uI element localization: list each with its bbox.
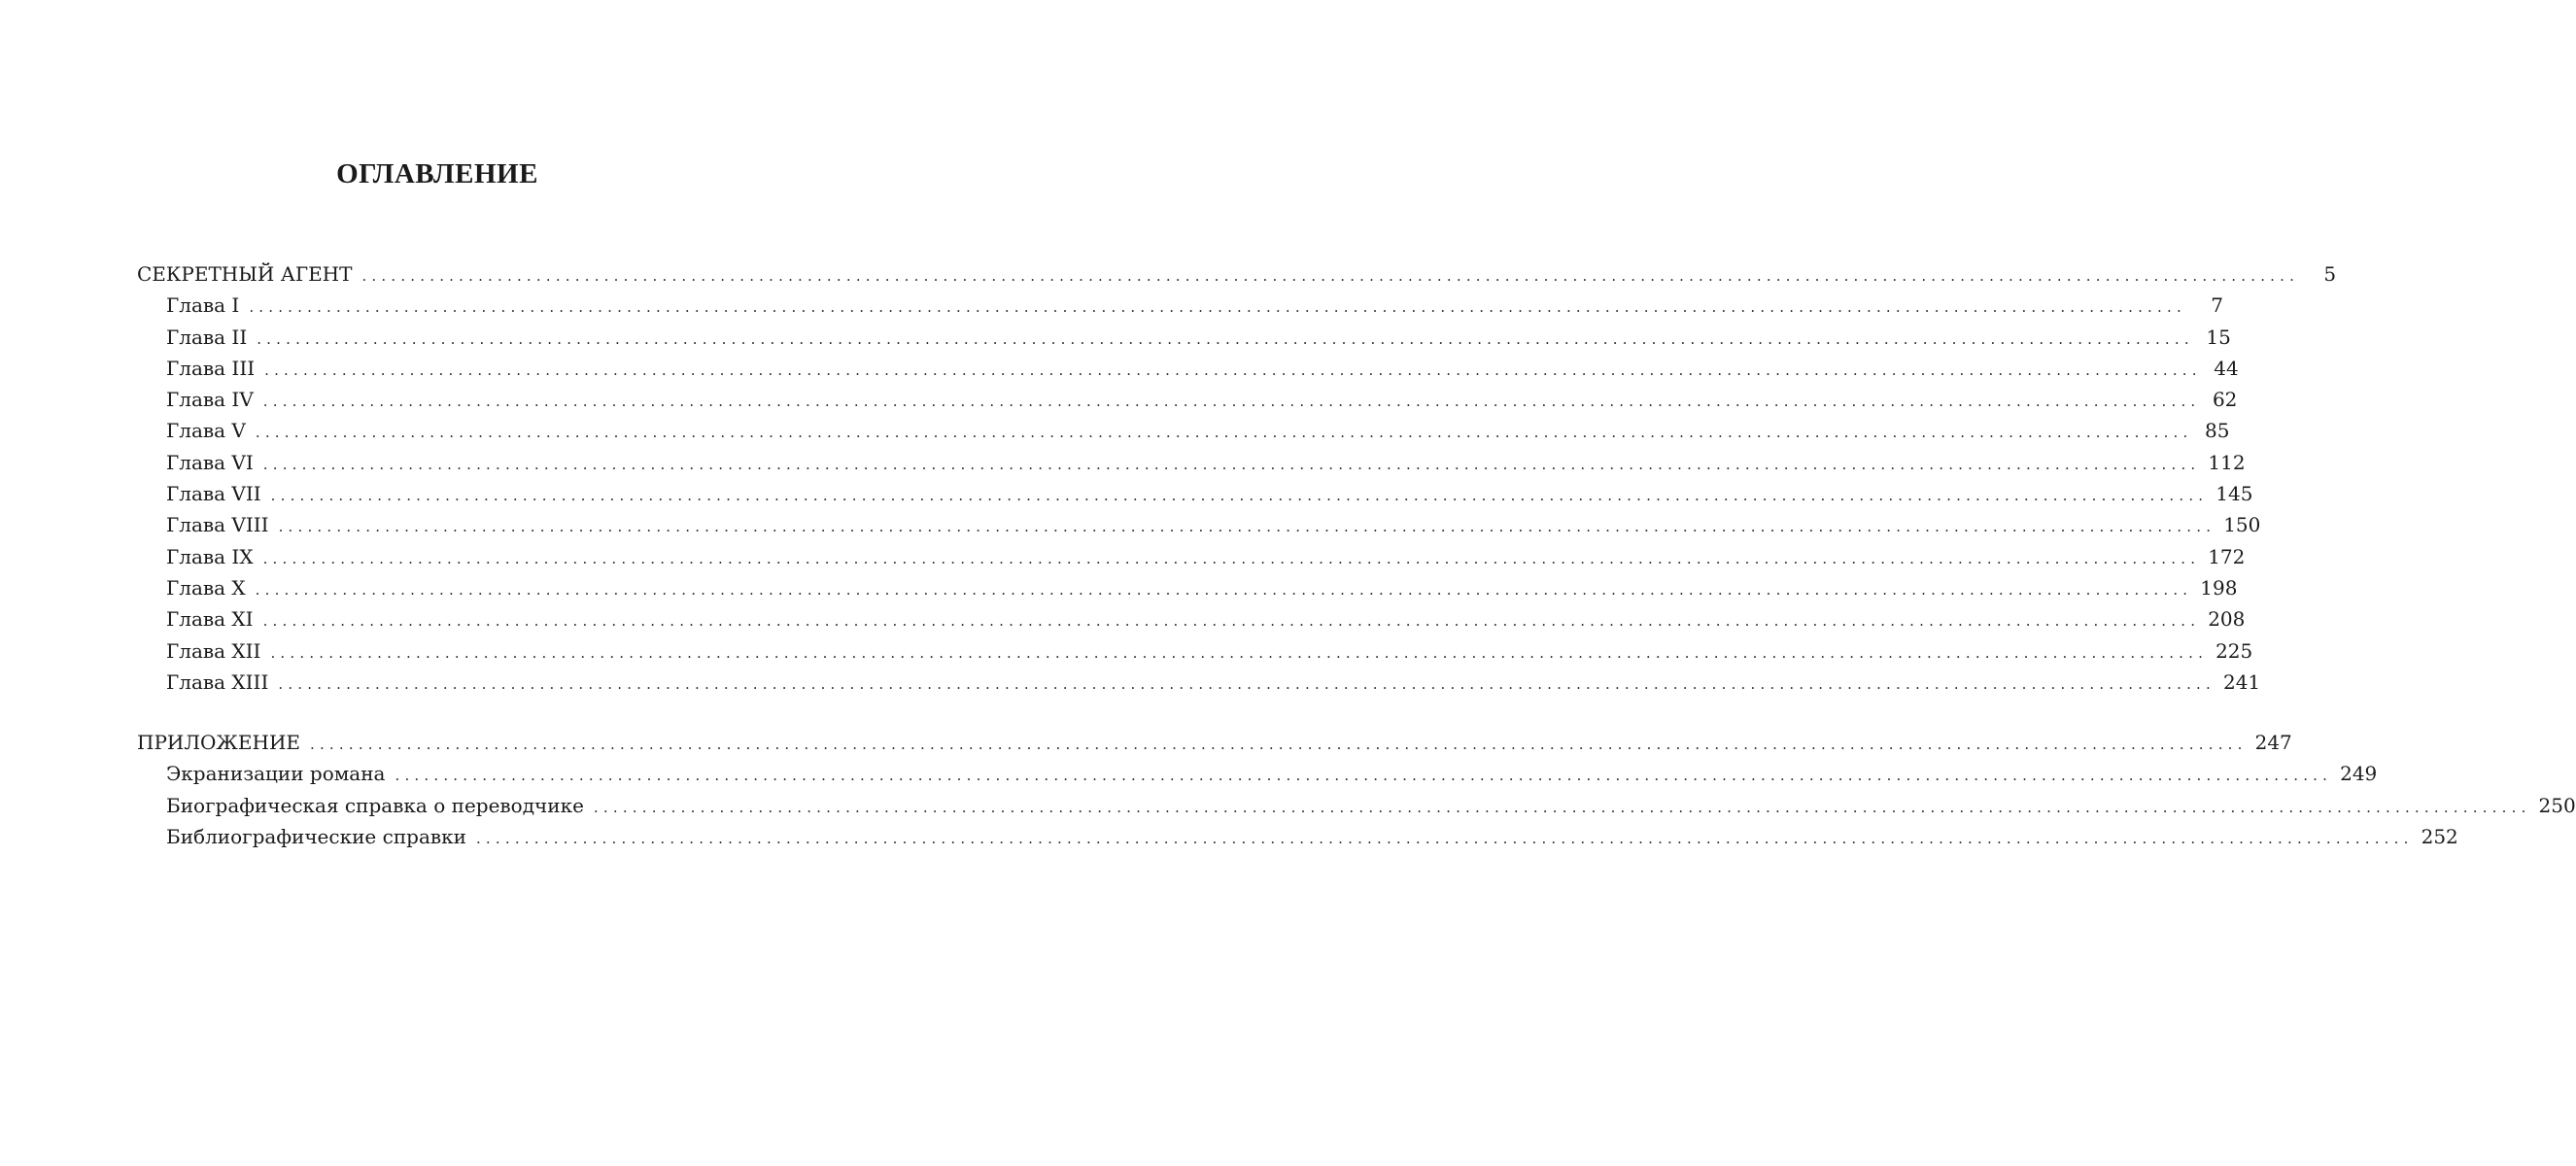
toc-entry	[137, 384, 2238, 415]
toc-entry-label: Глава VI	[166, 450, 254, 474]
toc-entry-label: Глава V	[166, 419, 246, 443]
toc-entry-label: Экранизации романа	[166, 762, 386, 786]
dot-leader: ........................................................................................................................................................................................................	[255, 580, 2193, 599]
toc-entry	[137, 635, 2253, 667]
toc-entry-label: СЕКРЕТНЫЙ АГЕНТ	[137, 262, 353, 286]
toc-entry	[137, 447, 2246, 478]
toc-entry-page: 249	[2340, 762, 2378, 786]
table-of-contents	[137, 258, 2576, 881]
dot-leader: ........................................................................................................................................................................................................	[249, 298, 2186, 317]
toc-entry	[137, 758, 2378, 789]
toc-entry-label: Глава XIII	[166, 669, 269, 694]
toc-entry-label: Глава VII	[166, 482, 261, 506]
toc-entry-label: Глава VIII	[166, 513, 269, 537]
toc-entry-label: Глава I	[166, 293, 240, 318]
toc-entry-label: Глава II	[166, 325, 248, 349]
toc-entry-page: 150	[2223, 513, 2261, 537]
toc-entry	[137, 541, 2246, 572]
toc-entry	[137, 603, 2246, 634]
toc-entry	[137, 290, 2223, 321]
toc-section-heading	[137, 258, 2337, 290]
toc-entry-label: Глава III	[166, 356, 256, 380]
toc-entry-page: 247	[2254, 731, 2292, 755]
toc-entry-page: 5	[2323, 262, 2337, 286]
toc-entry-page: 198	[2200, 575, 2238, 600]
toc-entry-page: 85	[2205, 419, 2230, 443]
toc-entry	[137, 509, 2261, 540]
dot-leader: ........................................................................................................................................................................................................	[309, 736, 2248, 754]
toc-entry	[137, 572, 2238, 603]
toc-entry	[137, 821, 2458, 852]
dot-leader: ........................................................................................................................................................................................................	[270, 643, 2209, 662]
toc-entry-label: ПРИЛОЖЕНИЕ	[137, 731, 300, 755]
toc-entry-label: Глава IX	[166, 544, 254, 568]
toc-entry	[137, 415, 2230, 446]
toc-entry-label: Библиографические справки	[166, 825, 466, 849]
dot-leader: ........................................................................................................................................................................................................	[262, 455, 2201, 473]
dot-leader: ........................................................................................................................................................................................................	[270, 487, 2209, 505]
toc-entry	[137, 478, 2253, 509]
dot-leader: ........................................................................................................................................................................................................	[264, 360, 2202, 379]
dot-leader: ........................................................................................................................................................................................................	[278, 674, 2215, 693]
toc-section	[137, 727, 2576, 852]
toc-entry-page: 225	[2215, 638, 2253, 663]
toc-entry-label: Глава IV	[166, 388, 254, 412]
toc-entry	[137, 353, 2239, 384]
toc-section-heading	[137, 727, 2292, 758]
toc-entry-page: 241	[2222, 669, 2261, 694]
toc-entry-page: 112	[2208, 450, 2246, 474]
toc-entry-page: 172	[2208, 544, 2246, 568]
toc-entry-page: 44	[2214, 356, 2239, 380]
toc-entry-page: 7	[2211, 293, 2223, 318]
dot-leader: ........................................................................................................................................................................................................	[257, 329, 2194, 348]
toc-entry-page: 62	[2212, 388, 2238, 412]
toc-section	[137, 258, 2337, 698]
toc-entry-label: Биографическая справка о переводчике	[166, 793, 584, 817]
dot-leader: ........................................................................................................................................................................................................	[278, 518, 2216, 536]
toc-entry-page: 208	[2208, 607, 2246, 632]
dot-leader: ........................................................................................................................................................................................................	[593, 798, 2531, 816]
page-title: ОГЛАВЛЕНИЕ	[336, 158, 538, 189]
toc-entry	[137, 322, 2231, 353]
dot-leader: ........................................................................................................................................................................................................	[395, 767, 2333, 785]
toc-entry	[137, 667, 2261, 698]
toc-entry-page: 252	[2421, 825, 2458, 849]
dot-leader: ........................................................................................................................................................................................................	[262, 393, 2201, 411]
toc-entry-page: 250	[2538, 793, 2576, 817]
toc-entry-label: Глава XII	[166, 638, 261, 663]
dot-leader: ........................................................................................................................................................................................................	[262, 549, 2201, 567]
dot-leader: ........................................................................................................................................................................................................	[361, 267, 2300, 285]
toc-entry-label: Глава X	[166, 575, 246, 600]
toc-entry-page: 15	[2206, 325, 2231, 349]
toc-entry	[137, 790, 2576, 821]
toc-entry-page: 145	[2215, 482, 2253, 506]
dot-leader: ........................................................................................................................................................................................................	[475, 830, 2414, 848]
dot-leader: ........................................................................................................................................................................................................	[255, 424, 2193, 442]
toc-entry-label: Глава XI	[166, 607, 254, 632]
dot-leader: ........................................................................................................................................................................................................	[262, 612, 2201, 631]
